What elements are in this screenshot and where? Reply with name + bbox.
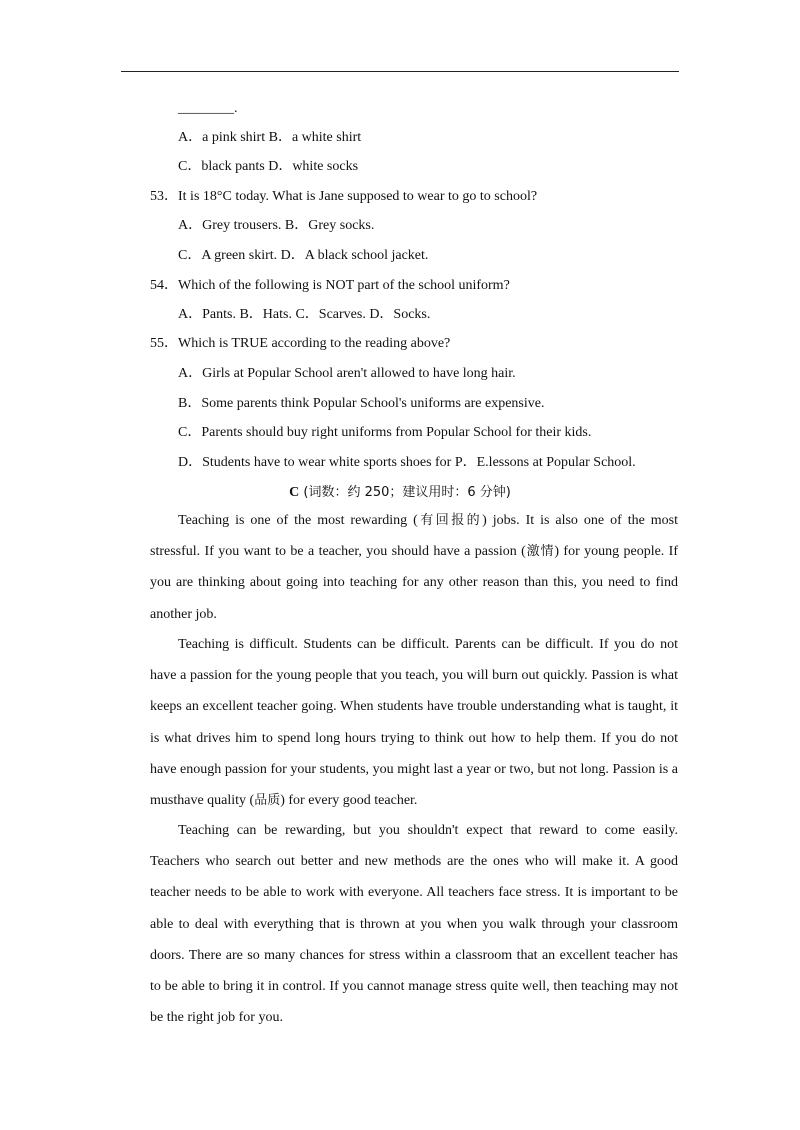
- p2-text-a: Teaching is difficult. Students can be difficult. Parents can be difficult. If you do not have a passion for the young people that you teach, you will burn out quickly. Passion is what keeps an excellent teacher going. When students have trouble understanding what is taught, it is what drives him to spend long hours trying to think out how to help them. If you do not have enough passion for your students, you might last a year or two, but not long. Passion is a musthave quality (: [150, 637, 678, 809]
- section-info: (词数：约 250；建议用时：6 分钟): [299, 485, 511, 500]
- section-c-heading: [0, 484, 800, 502]
- answer-blank: ________.: [178, 101, 238, 116]
- q55-question: 55．Which is TRUE according to the reading above?: [150, 336, 451, 351]
- p1-text-b: ) jobs. It is also one of the most stressful. If you want to be a teacher, you should have a passion (: [150, 513, 678, 560]
- q53-question: 53．It is 18°C today. What is Jane supposed to wear to go to school?: [150, 189, 538, 204]
- p2-gloss: 品质: [254, 793, 281, 809]
- q55-option-a: A．Girls at Popular School aren't allowed to have long hair.: [178, 366, 516, 381]
- p1-gloss-2: 激情: [525, 544, 555, 560]
- q55-option-b: B．Some parents think Popular School's uniforms are expensive.: [178, 396, 545, 411]
- q53-options-ab: A．Grey trousers. B．Grey socks.: [178, 218, 375, 233]
- section-letter: C: [289, 485, 300, 500]
- passage-paragraph-3: Teaching can be rewarding, but you shouldn't expect that reward to come easily. Teachers who search out better and new methods are the ones who will make it. A good teacher needs to be able to work with everyone. All teachers face stress. It is important to be able to deal with everything that is thrown at you when you walk through your classroom doors. There are so many chances for stress within a classroom that an excellent teacher has to be able to bring it in control. If you cannot manage stress quite well, then teaching may not be the right job for you.: [150, 823, 678, 1026]
- p1-text-a: Teaching is one of the most rewarding (: [178, 513, 418, 528]
- q52-options-cd: C．black pants D．white socks: [178, 159, 359, 174]
- passage-paragraph-2: [150, 629, 678, 816]
- p2-text-b: ) for every good teacher.: [280, 793, 418, 809]
- q54-question: 54．Which of the following is NOT part of the school uniform?: [150, 278, 510, 293]
- q55-option-d: D．Students have to wear white sports shoes for P．E.lessons at Popular School.: [178, 455, 636, 470]
- p1-text-c: ) for young people. If you are thinking about going into teaching for any other reason than this, you need to find another job.: [150, 544, 678, 622]
- passage-paragraph-1: [150, 505, 678, 630]
- header-rule: [121, 71, 679, 72]
- q54-options: A．Pants. B．Hats. C．Scarves. D．Socks.: [178, 307, 431, 322]
- q52-options-ab: A．a pink shirt B．a white shirt: [178, 130, 362, 145]
- p1-gloss-1: 有回报的: [417, 513, 483, 528]
- q55-option-c: C．Parents should buy right uniforms from Popular School for their kids.: [178, 425, 592, 440]
- q53-options-cd: C．A green skirt. D．A black school jacket.: [178, 248, 429, 263]
